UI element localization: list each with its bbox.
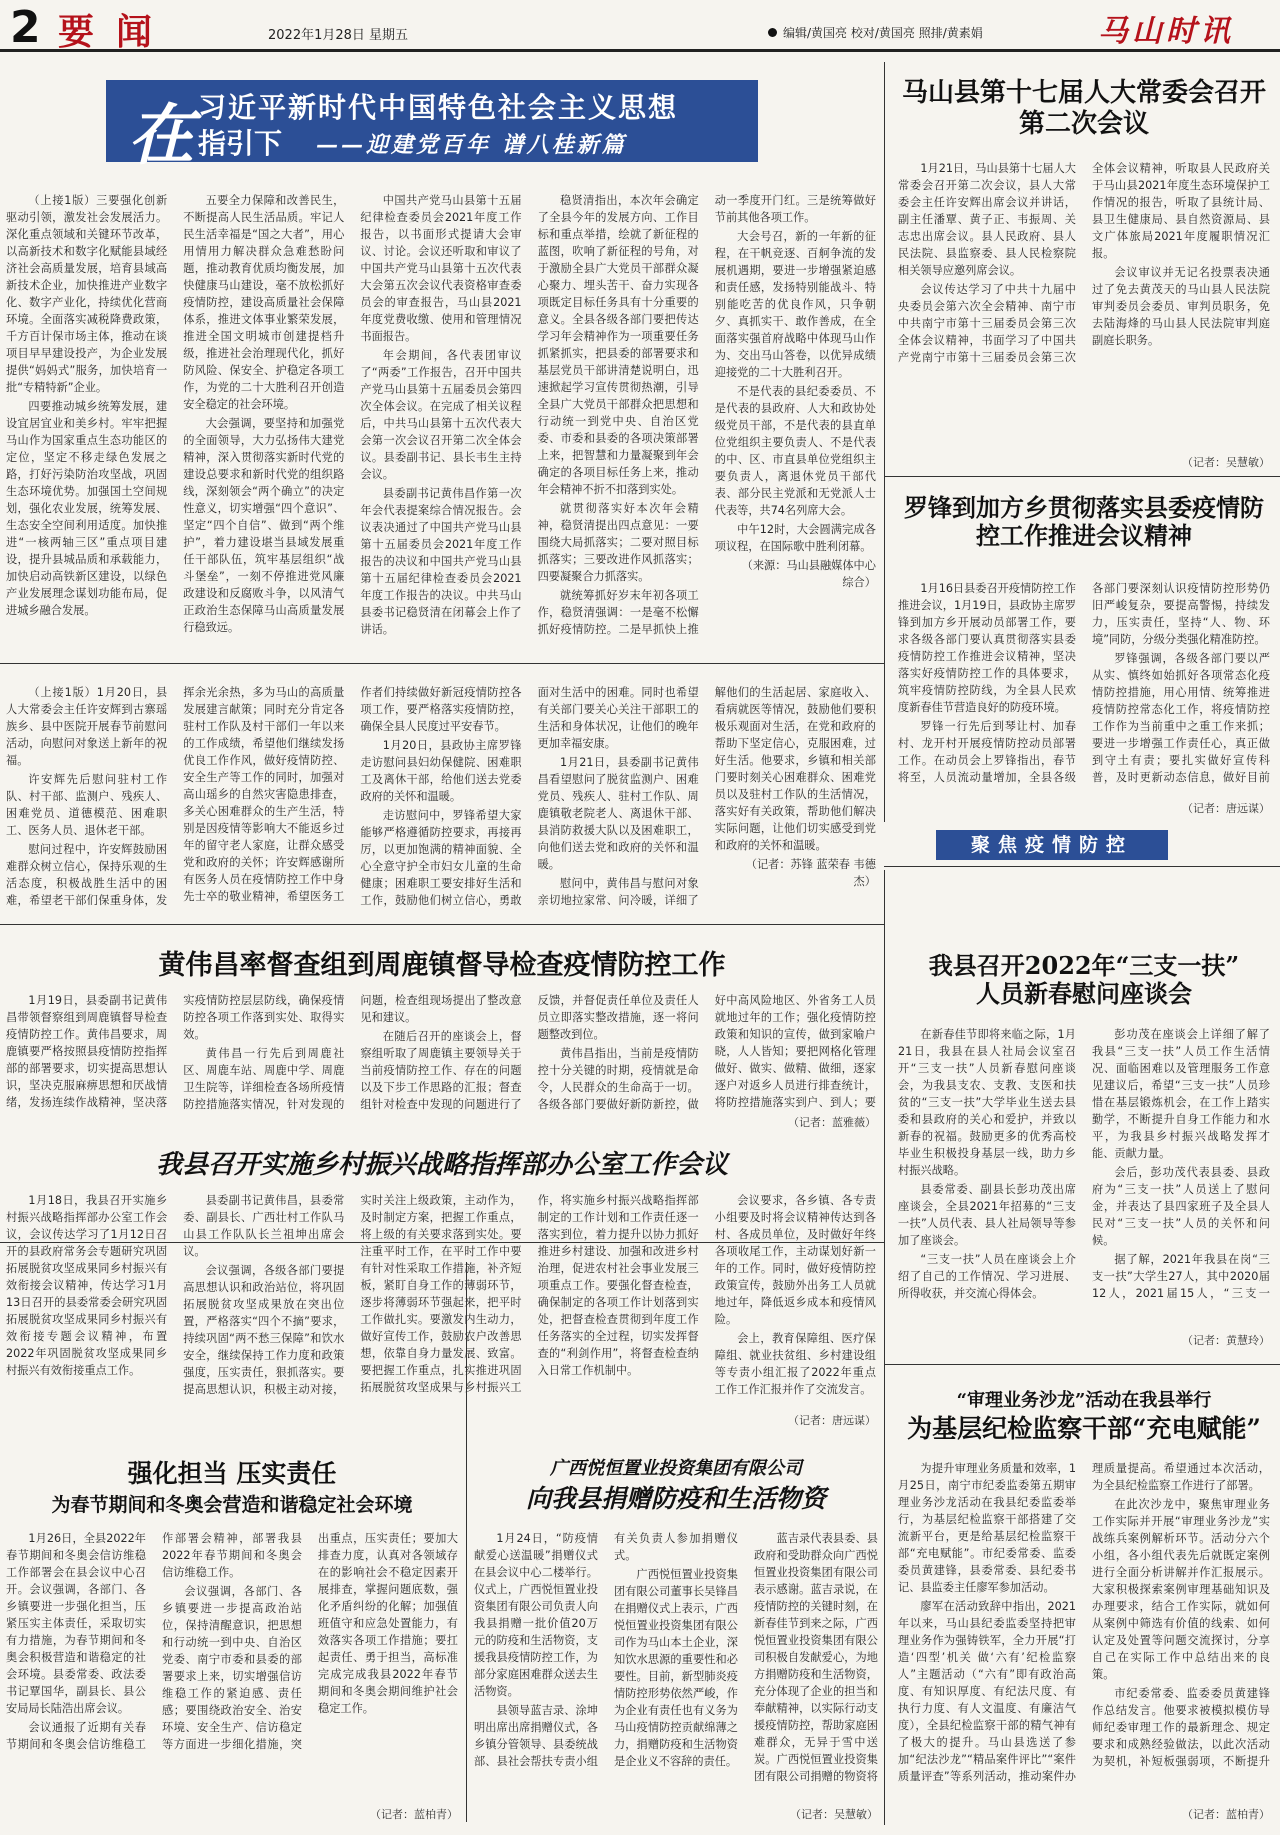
paragraph: 黄伟昌一行先后到周鹿社区、周鹿车站、周鹿中学、周鹿卫生院等，详细检查各场所疫情防控措施落实情况，针对发现的问题，检查组现场提出了整改意见和建议。 (183, 994, 522, 1112)
paragraph: 据了解，2021年我县在岗“三支一扶”大学生27人，其中2020届12人，2021届15人，“三支一 (1092, 1253, 1270, 1301)
huang-byline: （记者：蓝雅薇） (788, 1116, 876, 1129)
paragraph: 走访慰问中，罗锋希望大家能够严格遵循防控要求，再接再厉，以更加饱满的精神面貌、全心全意守护全市妇女儿童的生命健康；困难职工要安排好生活和工作，鼓励他们树立信心，勇敢面对生活中的困难。同时也希望有关部门要关心关注干部职工的生活和身体状况，让他们的晚年更加幸福安康。 (360, 686, 699, 908)
rural-byline: （记者：唐远谋） (788, 1414, 876, 1427)
paragraph: 会议要求，各乡镇、各专责小组要及时将会议精神传达到各村、各成员单位，及时做好年终各项收尾工作，主动谋划好新一年的工作。同时，做好疫情防控政策宣传，鼓励外出务工人员就地过年，降低返乡成本和疫情风险。 (714, 1194, 876, 1327)
paragraph: 市纪委常委、监委委员黄建锋作总结发言。他要求被模拟模仿导师纪委审理工作的最新理念、规定要求和成熟经验做法，以此次活动为契机，补短板强弱项，不断提升 (1092, 1687, 1270, 1769)
donation-headline: 向我县捐赠防疫和生活物资 (525, 1484, 826, 1513)
paragraph: 五要全力保障和改善民生，不断提高人民生活品质。牢记人民生活幸福是“国之大者”，用心用情用力解决群众急难愁盼问题，推动教育优质均衡发展，加快健康马山建设，毫不放松抓好疫情防控，建设高质量社会保障体系，推进文体事业繁荣发展，推进全国文明城市创建提档升级，推进社会治理现代化，抓好防风险、保安全、护稳定各项工作，为党的二十大胜利召开创造安全稳定的社会环境。 (183, 194, 345, 412)
paragraph: 在新春佳节即将来临之际，1月21日，我县在县人社局会议室召开“三支一扶”人员新春慰问座谈会，为我县支农、支教、支医和扶贫的“三支一扶”大学毕业生送去县委和县政府的关心和爱护，并致以新春的祝福。鼓励更多的优秀高校毕业生积极投身基层一线，助力乡村振兴战略。 (898, 1028, 1076, 1178)
section-divider (0, 924, 884, 925)
paragraph: 县领导蓝吉录、涂坤明出席出席捐赠仪式，各乡镇分管领导、县委统战部、县社会帮扶专责小组有关负责人参加捐赠仪式。 (474, 1532, 738, 1769)
paragraph: 稳贤清指出，本次年会确定了全县今年的发展方向、工作目标和重点举措，绘就了新征程的蓝图，吹响了新征程的号角，对于激励全县广大党员干部群众凝心聚力、埋头苦干、奋力实现各项既定目标任务具有十分重要的意义。全县各级各部门要把传达学习年会精神作为一项重要任务抓紧抓实，把县委的部署要求和基层党员干部讲清楚说明白，迅速掀起学习宣传贯彻热潮，引导全县广大党员干部群众把思想和行动统一到党中央、自治区党委、市委和县委的各项决策部署上来，把智慧和力量凝聚到年会确定的各项目标任务上来，推动年会精神不折不扣落到实处。 (537, 194, 699, 497)
paragraph: 罗锋一行先后到琴让村、加春村、龙开村开展疫情防控动员部署工作。在动员会上罗锋指出，春节将至，人员流动量增加，全县各级各部门要深刻认识疫情防控形势仍旧严峻复杂，要提高警惕，持续发力，压实责任，坚持“人、物、环境”同防，分级分类强化精准防控。 (898, 582, 1270, 785)
salon-headline: 为基层纪检监察干部“充电赋能” (907, 1414, 1261, 1443)
focus-tag: 聚焦疫情防控 (936, 830, 1168, 860)
luofeng-headline: 罗锋到加方乡贯彻落实县委疫情防控工作推进会议精神 (904, 493, 1264, 551)
column-divider (884, 870, 885, 1825)
sanzhiyifu-byline: （记者：黄慧玲） (1182, 1334, 1270, 1347)
banner-line-1: 习近平新时代中国特色社会主义思想 (198, 91, 679, 124)
paper-logo: 马山时讯 (1098, 14, 1234, 49)
paragraph: 廖军在活动致辞中指出，2021年以来，马山县纪委监委坚持把审理业务作为强铸铁军，全力开展“打造‘四型’机关 做‘六有’纪检监察人”主题活动（“六有”即有政治高度、有知识厚度、有纪法尺度、有执行力度、有人文温度、有廉洁气度），全县纪检监察干部的精气神有了极大的提升。马山县选送了参加“纪法沙龙”“精品案件评比”“案件质量评查”等系列活动，推动案件办理质量提高。希望通过本次活动，为全县纪检监察工作进行了部署。 (898, 1462, 1270, 1784)
paragraph: 慰问过程中，许安辉鼓励困难群众树立信心，保持乐观的生活态度，积极战胜生活中的困难，希望老干部们保重身体，发挥余光余热，多为马山的高质量发展建言献策；同时充分肯定各驻村工作队及村干部们一年以来的工作成绩，希望他们继续发扬优良工作作风，做好疫情防控、安全生产等工作的同时，加强对高山瑶乡的自然灾害隐患排查，多关心困难群众的生产生活，特别是因疫情等影响大不能返乡过年的留守老人家庭，让群众感受党和政府的关怀；许安辉感谢所有医务人员在疫情防控工作中身先士卒的敬业精神，希望医务工作者们持续做好新冠疫情防控各项工作，要严格落实疫情防控，确保全县人民度过平安春节。 (6, 686, 522, 908)
paragraph: 为提升审理业务质量和效率，1月25日，南宁市纪委监委第五期审理业务沙龙活动在我县纪委监委举行，为基层纪检监察干部搭建了交流新平台，更是给基层纪检监察干部“充电赋能”。市纪委常委、监委委员黄建锋，县委常委、县纪委书记、县监委主任廖军参加活动。 (898, 1462, 1076, 1595)
donation-kicker: 广西悦恒置业投资集团有限公司 (550, 1458, 802, 1479)
strengthen-kicker: 强化担当 压实责任 (127, 1459, 337, 1488)
paragraph: 在此次沙龙中，聚焦审理业务工作实际并开展“审理业务沙龙”实战练兵案例解析环节。活动分六个小组，各小组代表先后就既定案例进行全面分析讲解并作汇报展示。大家积极探索案例审理基础知识及办理要求，结合工作实际，就如何从案例中筛选有价值的线索、如何认定及处置等问题交流探讨，分享自己在实际工作中总结出来的良策。 (1092, 1498, 1270, 1682)
issue-date: 2022年1月28日 星期五 (268, 28, 409, 43)
huang-article-body (6, 992, 876, 1114)
paragraph: 1月19日，县委副书记黄伟昌带领督察组到周鹿镇督导检查疫情防控工作。黄伟昌要求，周鹿镇要严格按照县疫情防控指挥部的部署要求，切实提高思想认识，坚决克服麻痹思想和厌战情绪，发扬连续作战精神，坚决落实疫情防控层层防线，确保疫情防控各项工作落到实处、取得实效。 (6, 994, 345, 1110)
section-divider (884, 866, 1280, 867)
editors-text: 编辑/黄国亮 校对/黄国亮 照排/黄素娟 (783, 26, 983, 40)
masthead (0, 0, 1280, 52)
paragraph: 慰问中，黄伟昌与慰问对象亲切地拉家常、问冷暖，详细了解他们的生活起居、家庭收入、看病就医等情况，鼓励他们要积极乐观面对生活，在党和政府的帮助下坚定信心，克服困难，过好生活。他要求，乡镇和相关部门要时刻关心困难群众、困难党员以及驻村工作队的生活情况，落实好有关政策，帮助他们解决实际问题，让他们切实感受到党和政府的关怀和温暖。 (537, 686, 876, 908)
headline-line: 人员新春慰问座谈会 (976, 979, 1192, 1009)
paragraph: 黄伟昌指出，当前是疫情防控十分关键的时期，疫情就是命令，人民群众的生命高于一切。各级各部门要做好新防新控，做好中高风险地区、外省务工人员就地过年的工作；强化疫情防控政策和知识的宣传，做到家喻户晓，人人皆知；要把网格化管理做好、做实、做精、做细，逐家逐户对返乡人员进行排查统计，将防控措施落实到户、到人；要 (537, 994, 876, 1112)
paragraph: 会上，教育保障组、医疗保障组、就业扶贫组、乡村建设组等专责小组汇报了2022年重点工作工作汇报并作了交流发言。 (714, 1332, 876, 1397)
sanzhiyifu-headline (898, 952, 1270, 1009)
byline: （来源：马山县融媒体中心综合） (741, 559, 876, 590)
paragraph: 就统筹抓好岁末年初各项工作，稳贤清强调：一是毫不松懈抓好疫情防控。二是早抓快上推动一季度开门红。三是统筹做好节前其他各项工作。 (537, 194, 876, 637)
strengthen-article-body (6, 1530, 458, 1800)
theme-banner (106, 80, 758, 174)
salon-article-body (898, 1460, 1270, 1800)
paragraph: 罗锋强调，各级各部门要以严从实、慎终如始抓好各项常态化疫情防控措施，用心用情、统筹推进疫情防控常态化工作，将疫情防控工作作为当前重中之重工作来抓；要进一步增强工作责任心，真正做到守土有责；要扎实做好宣传科普，及时更新动态信息，做好目前 (1092, 652, 1270, 785)
section-divider (0, 663, 884, 664)
paragraph: 不是代表的县纪委委员、不是代表的县政府、人大和政协处级党员干部，不是代表的县直单位党组织主要负责人、不是代表的中、区、市直县单位党组织主要负责人，离退休党员干部代表、部分民主党派和无党派人士代表等，共74名列席大会。 (714, 385, 876, 518)
paragraph: 会议审议并无记名投票表决通过了免去黄茂天的马山县人民法院审判委员会委员、审判员职务，免去陆海烽的马山县人民法院审判庭副庭长职务。 (1092, 266, 1270, 348)
donation-byline: （记者：吴慧敏） (790, 1808, 878, 1821)
section-divider (884, 476, 1280, 477)
paragraph: 1月16日县委召开疫情防控工作推进会议，1月19日，县政协主席罗锋到加方乡开展动员部署工作，要求各级各部门要认真贯彻落实县委疫情防控工作推进会议精神，坚决落实好疫情防控工作的具体要求，筑牢疫情防控防线，为全县人民欢度新春佳节营造良好的防疫环境。 (898, 582, 1076, 715)
paragraph: 大会号召，新的一年新的征程，在干帆竞逐、百舸争流的发展机遇期，要进一步增强紧迫感和责任感，发扬特别能战斗、特别能吃苦的优良作风，只争朝夕、真抓实干、敢作善成，在全面落实强首府战略中体现马山作为、交出马山答卷，以优异成绩迎接党的二十大胜利召开。 (714, 230, 876, 380)
paragraph: 县委常委、副县长彭功茂出席座谈会，全县2021年招募的“三支一扶”人员代表、县人社局领导等参加了座谈会。 (898, 1183, 1076, 1248)
paragraph: 1月21日，县委副书记黄伟昌看望慰问了脱贫监测户、困难党员、残疾人、驻村工作队、周鹿镇敬老院老人、离退休干部、县消防救援大队以及困难职工，向他们送去党和政府的关怀和温暖。 (537, 756, 699, 872)
section-divider (884, 1364, 1280, 1365)
page-number: 2 (10, 2, 41, 53)
rural-article-body (6, 1192, 876, 1416)
editors-line (768, 24, 983, 41)
byline: （记者：苏锋 蓝荣春 韦德杰） (745, 858, 876, 889)
paragraph: 许安辉先后慰问驻村工作队、村干部、监测户、残疾人、困难党员、道德模范、困难职工、医务人员、退休老干部。 (6, 773, 168, 838)
paragraph: 1月21日，马山县第十七届人大常委会召开第二次会议，县人大常委会主任许安辉出席会议并讲话，副主任潘覃、黄子正、韦振周、关志忠出席会议。县人民政府、县人民法院、县监察委、县人民检察院相关领导应邀列席会议。 (898, 162, 1076, 278)
paragraph: 1月24日，“防疫情 献爱心送温暖”捐赠仪式在县会议中心二楼举行。仪式上，广西悦恒置业投资集团有限公司负责人向我县捐赠一批价值20万元的防疫和生活物资，支援我县疫情防控工作，为部分家庭困难群众送去生活物资。 (474, 1532, 598, 1699)
paragraph: “三支一扶”人员在座谈会上介绍了自己的工作情况、学习进展、所得收获，并交流心得体会。 (898, 1253, 1076, 1301)
paragraph: 彭功茂在座谈会上详细了解了我县“三支一扶”人员工作生活情况、面临困难以及管理服务工作意见建议后，希望“三支一扶”人员珍惜在基层锻炼机会，在工作上踏实勤学，不断提升自身工作能力和水平，为我县乡村振兴战略发挥才能、贡献力量。 (1092, 1028, 1270, 1161)
strengthen-headline: 为春节期间和冬奥会营造和谐稳定社会环境 (51, 1494, 413, 1516)
headline-line: 我县召开2022年“三支一扶” (928, 951, 1240, 980)
visits-article-body (6, 684, 876, 916)
section-name: 要闻 (58, 11, 175, 53)
paragraph: 县委副书记黄伟昌，县委常委、副县长、广西壮村工作队马山县工作队队长兰祖坤出席会议。 (183, 1194, 345, 1259)
column-divider (884, 62, 885, 822)
paragraph: 县委副书记黄伟昌作第一次年会代表提案综合情况报告。会议表决通过了中国共产党马山县第十五届委员会2021年度工作报告的决议和中国共产党马山县第十五届纪律检查委员会2021年度工作报告的决议。中共马山县委书记稳贤清在闭幕会上作了讲话。 (360, 487, 522, 637)
paragraph: 蓝吉录代表县委、县政府和受助群众向广西悦恒置业投资集团有限公司表示感谢。蓝吉录说，在疫情防控的关键时刻，在新春佳节到来之际，广西悦恒置业投资集团有限公司积极自发献爱心，为地方捐赠防疫和生活物资，充分体现了企业的担当和奉献精神，以实际行动支援疫情防控，帮助家庭困难群众，无异于雪中送炭。广西悦恒置业投资集团有限公司捐赠的物资将 (754, 1532, 878, 1784)
paragraph: 年会期间，各代表团审议了“两委”工作报告，召开中国共产党马山县第十五届委员会第四次全体会议。在完成了相关议程后，中共马山县第十五次代表大会第一次会议召开第二次全体会议。县委副书记、县长韦生主持会议。 (360, 349, 522, 482)
luofeng-article-body (898, 580, 1270, 790)
paragraph: 1月18日，我县召开实施乡村振兴战略指挥部办公室工作会议，会议传达学习了1月12日召开的县政府常务会专题研究巩固拓展脱贫攻坚成果同乡村振兴有效衔接会议精神，传达学习1月13日召开的县委常委会研究巩固拓展脱贫攻坚成果同乡村振兴有效衔接专题会议精神，布置2022年巩固脱贫攻坚成果同乡村振兴有效衔接重点工作。 (6, 1194, 168, 1378)
paragraph: 大会强调，要坚持和加强党的全面领导，大力弘扬伟大建党精神，深入贯彻落实新时代党的建设总要求和新时代党的组织路线，深刻领会“两个确立”的决定性意义，切实增强“四个意识”、坚定“四个自信”、做到“两个维护”，着力建设堪当县域发展重任干部队伍，筑牢基层组织“战斗堡垒”，一刻不停推进党风廉政建设和反腐败斗争，以风清气正政治生态保障马山高质量发展行稳致远。 (183, 417, 345, 635)
paragraph: 四要推动城乡统筹发展，建设宜居宜业和美乡村。牢牢把握马山作为国家重点生态功能区的定位，坚定不移走绿色发展之路，打好污染防治攻坚战，巩固生态环境优势。加强国土空间规划，强化农业发展，统筹发展、生态安全空间利用适度。加快推进“一核两轴三区”重点项目建设，提升县城品质和承载能力，加快启动高铁新区建设，以绿色产业发展理念谋划功能布局，促进城乡融合发展。 (6, 400, 168, 618)
paragraph: 中国共产党马山县第十五届纪律检查委员会2021年度工作报告，以书面形式提请大会审议、讨论。会议还听取和审议了中国共产党马山县第十五次代表大会第五次会议代表资格审查委员会的审查报告，马山县2021年度党费收缴、使用和管理情况书面报告。 (360, 194, 522, 344)
paragraph: 会议强调，各级各部门要提高思想认识和政治站位，将巩固拓展脱贫攻坚成果放在突出位置，严格落实“四个不摘”要求，持续巩固“两不愁三保障”和饮水安全，继续保持工作力度和政策强度，压实责任，狠抓落实。要提高思想认识，积极主动对接，实时关注上级政策，主动作为，及时制定方案，把握工作重点，将上级的有关要求落到实处。要注重平时工作，在平时工作中要有针对性采取工作措施，补齐短板，紧盯自身工作的薄弱环节，逐步将薄弱环节强起来，把平时工作做扎实。要激发内生动力，做好宣传工作，鼓励农户改善思想，依靠自身力量发展、致富。要把握工作重点，扎实推进巩固拓展脱贫攻坚成果与乡村振兴工作，将实施乡村振兴战略指挥部制定的工作计划和工作责任逐一落实到位，着力提升以协力抓好推进乡村建设、加强和改进乡村治理，促进农村社会事业发展三项重点工作。要强化督查检查，确保制定的各项工作计划落到实处，把督查检查贯彻到年度工作任务落实的全过程，切实发挥督查的“利剑作用”，将督查检查纳入日常工作机制中。 (183, 1194, 699, 1397)
bullet-icon (768, 28, 777, 37)
paragraph: 1月26日，全县2022年春节期间和冬奥会信访维稳工作部署会在县会议中心召开。会议强调，各部门、各乡镇要进一步强化担当，压紧压实主体责任，采取切实有力措施，为春节期间和冬奥会积极营造和谐稳定的社会环境。县委常委、政法委书记覃国华，副县长、县公安局局长陆浩出席会议。 (6, 1532, 146, 1716)
sanzhiyifu-article-body (898, 1026, 1270, 1308)
npc-byline: （记者：吴慧敏） (1182, 456, 1270, 469)
donation-article-body (474, 1530, 878, 1800)
paragraph: 广西悦恒置业投资集团有限公司董事长吴锋昌在捐赠仪式上表示，广西悦恒置业投资集团有限公司作为马山本土企业，深知饮水思源的重要性和必要性。目前，新型肺炎疫情防控形势依然严峻，作为企业有责任也有义务为马山疫情防控贡献绵薄之力，捐赠防疫和生活物资是企业义不容辞的责任。 (614, 1568, 738, 1769)
salon-byline: （记者：蓝柏青） (1182, 1808, 1270, 1821)
paragraph: 会议强调，各部门、各乡镇要进一步提高政治站位，保持清醒意识，把思想和行动统一到中央、自治区党委、南宁市委和县委的部署要求上来，切实增强信访维稳工作的紧迫感、责任感；要围绕政治安全、治安环境、安全生产、信访稳定等方面进一步细化措施，突出重点，压实责任；要加大排查力度，认真对各领域存在的影响社会不稳定因素开展排查，掌握问题底数，强化矛盾纠纷的化解；加强值班值守和应急处置能力，有效落实各项工作措施；要扛起责任、勇于担当，高标准完成完成我县2022年春节期间和冬奥会期间维护社会稳定工作。 (162, 1532, 458, 1752)
salon-kicker: “审理业务沙龙”活动在我县举行 (956, 1390, 1212, 1411)
paragraph: 在随后召开的座谈会上，督察组听取了周鹿镇主要领导关于当前疫情防控工作、存在的问题以及下步工作思路的汇报；督查组针对检查中发现的问题进行了反馈，并督促责任单位及责任人员立即落实整改措施，逐一将问题整改到位。 (360, 994, 699, 1112)
main-article-body (6, 192, 876, 654)
banner-big-character: 在 (128, 96, 194, 174)
banner-subtitle: ——迎建党百年 谱八桂新篇 (316, 132, 627, 158)
paragraph: 会议传达学习了中共十九届中央委员会第六次全会精神、南宁市中共南宁市第十三届委员会第三次全体会议精神，书面学习了中国共产党南宁市第十三届委员会第三次全体会议精神，听取县人民政府关于马山县2021年度生态环境保护工作情况的报告，听取了县统计局、县卫生健康局、县自然资源局、县文广体旅局2021年度履职情况汇报。 (898, 162, 1270, 365)
npc-headline: 马山县第十七届人大常委会召开第二次会议 (901, 78, 1266, 139)
paragraph: 就贯彻落实好本次年会精神，稳贤清提出四点意见：一要围绕大局抓落实；二要对照目标抓落实；三要改进作风抓落实；四要凝聚合力抓落实。 (537, 502, 699, 584)
strengthen-byline: （记者：蓝柏青） (370, 1808, 458, 1821)
paragraph: （上接1版）三要强化创新驱动引领，激发社会发展活力。深化重点领域和关键环节改革，以高新技术和数字化赋能县域经济社会高质量发展，培育县域高新技术企业，加快推进产业数字化、数字产业化，持续优化营商环境。全面落实减税降费政策，千方百计保市场主体，推动在谈项目早早建设投产，为企业发展提供“妈妈式”服务，加快培育一批“专精特新”企业。 (6, 194, 168, 395)
paragraph: 会议通报了近期有关春节期间和冬奥会信访维稳工作部署会精神，部署我县2022年春节期间和冬奥会信访维稳工作。 (6, 1532, 302, 1752)
luofeng-byline: （记者：唐远谋） (1182, 802, 1270, 815)
rural-headline: 我县召开实施乡村振兴战略指挥部办公室工作会议 (155, 1150, 728, 1180)
paragraph: 1月20日，县政协主席罗锋走访慰问县妇幼保健院、困难职工及离休干部，给他们送去党委政府的关怀和温暖。 (360, 739, 522, 804)
huang-headline: 黄伟昌率督查组到周鹿镇督导检查疫情防控工作 (158, 950, 726, 981)
paragraph: 中午12时，大会圆满完成各项议程，在国际歌中胜利闭幕。 (714, 523, 876, 554)
banner-line-2: 指引下 (198, 127, 283, 160)
paragraph: （上接1版）1月20日，县人大常委会主任许安辉到古寨瑶族乡、县中医院开展春节前慰问活动，向慰问对象送上新年的祝福。 (6, 686, 168, 768)
paragraph: 会后，彭功茂代表县委、县政府为“三支一扶”人员送上了慰问金，并表达了县四家班子及全县人民对“三支一扶”人员的关怀和问候。 (1092, 1166, 1270, 1248)
npc-article-body (898, 160, 1270, 450)
